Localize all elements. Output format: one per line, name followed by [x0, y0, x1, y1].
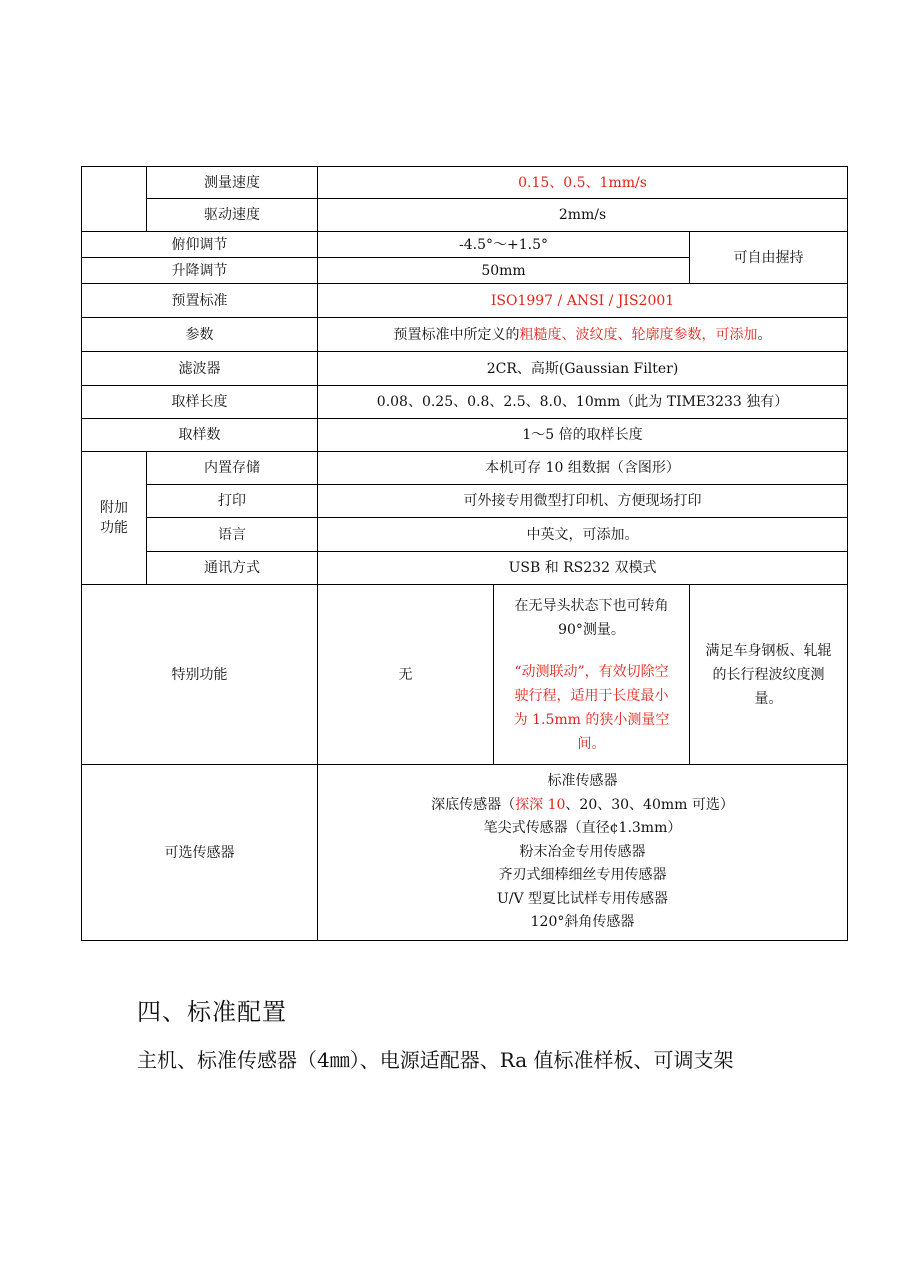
- extra-group-label-line1: 附加: [100, 500, 128, 516]
- table-row: [82, 518, 848, 552]
- special-right-line1: 满足车身钢板、轧辊: [705, 642, 832, 659]
- language-label: 语言: [147, 518, 318, 552]
- table-row: [82, 318, 848, 352]
- table-row: [82, 765, 848, 941]
- lift-label: 升降调节: [82, 258, 318, 284]
- lift-value: 50mm: [318, 258, 690, 284]
- special-right-cell: [690, 585, 848, 765]
- filter-label: 滤波器: [82, 352, 318, 386]
- table-row: [82, 585, 848, 765]
- special-mid-red3: 为 1.5mm 的狭小测量空: [513, 711, 670, 728]
- special-mid-line1: 在无导头状态下也可转角: [514, 597, 669, 614]
- drive-speed-value: 2mm/s: [318, 199, 848, 232]
- sensor-item: 标准传感器: [547, 773, 618, 790]
- table-row: [82, 352, 848, 386]
- storage-label: 内置存储: [147, 452, 318, 485]
- pitch-value: -4.5°～+1.5°: [318, 232, 690, 258]
- sensor-item: 齐刃式细棒细丝专用传感器: [498, 867, 667, 884]
- drive-speed-label: 驱动速度: [147, 199, 318, 232]
- special-mid-red4: 间。: [577, 735, 606, 752]
- spec-table: [81, 166, 848, 941]
- measure-speed-label: 测量速度: [147, 167, 318, 199]
- hold-note: 可自由握持: [690, 232, 848, 284]
- table-row: [82, 386, 848, 419]
- sensor-item-suffix: 、20、30、40mm 可选）: [565, 796, 734, 813]
- params-value-suffix: 。: [757, 326, 772, 343]
- table-row: [82, 419, 848, 452]
- special-right-line3: 量。: [754, 690, 783, 707]
- params-value-red: 粗糙度、波纹度、轮廓度参数，可添加: [519, 326, 758, 343]
- special-mid-red1: “动测联动”，有效切除空: [514, 663, 669, 680]
- table-row: [82, 284, 848, 318]
- language-value: 中英文，可添加。: [318, 518, 848, 552]
- cutoff-value: 0.08、0.25、0.8、2.5、8.0、10mm（此为 TIME3233 独有）: [318, 386, 848, 419]
- table-row: [82, 167, 848, 199]
- table-row: [82, 199, 848, 232]
- special-none: 无: [318, 585, 494, 765]
- sensor-item-red: 探深 10: [515, 796, 566, 813]
- cutoff-label: 取样长度: [82, 386, 318, 419]
- special-right-line2: 的长行程波纹度测: [712, 666, 825, 683]
- table-row: [82, 232, 848, 258]
- print-label: 打印: [147, 485, 318, 518]
- samples-label: 取样数: [82, 419, 318, 452]
- sensor-item: [322, 794, 843, 818]
- sensor-item: 120°斜角传感器: [530, 914, 635, 931]
- samples-value: 1～5 倍的取样长度: [318, 419, 848, 452]
- preset-value: ISO1997 / ANSI / JIS2001: [318, 284, 848, 318]
- comm-value: USB 和 RS232 双模式: [318, 552, 848, 585]
- params-value: [318, 318, 848, 352]
- sensors-label: 可选传感器: [82, 765, 318, 941]
- table-row: [82, 552, 848, 585]
- params-label: 参数: [82, 318, 318, 352]
- preset-label: 预置标准: [82, 284, 318, 318]
- filter-value: 2CR、高斯(Gaussian Filter): [318, 352, 848, 386]
- sensor-item: 粉末冶金专用传感器: [519, 843, 646, 860]
- special-mid-cell: [494, 585, 690, 765]
- pitch-label: 俯仰调节: [82, 232, 318, 258]
- section-body: 主机、标准传感器（4㎜）、电源适配器、Ra 值标准样板、可调支架: [137, 1048, 734, 1072]
- measure-speed-value: 0.15、0.5、1mm/s: [318, 167, 848, 199]
- blank-group-cell: [82, 167, 147, 232]
- table-row: [82, 452, 848, 485]
- comm-label: 通讯方式: [147, 552, 318, 585]
- sensor-item: U/V 型夏比试样专用传感器: [496, 890, 669, 907]
- storage-value: 本机可存 10 组数据（含图形）: [318, 452, 848, 485]
- extra-group-label-line2: 功能: [100, 520, 128, 536]
- special-label: 特别功能: [82, 585, 318, 765]
- extra-group-label: [82, 452, 147, 585]
- sensor-item: 笔尖式传感器（直径¢1.3mm）: [483, 820, 682, 837]
- print-value: 可外接专用微型打印机、方便现场打印: [318, 485, 848, 518]
- params-value-prefix: 预置标准中所定义的: [393, 326, 520, 343]
- special-mid-red2: 驶行程，适用于长度最小: [514, 687, 669, 704]
- sensor-item-prefix: 深底传感器（: [431, 796, 516, 813]
- special-mid-line2: 90°测量。: [558, 621, 625, 638]
- table-row: [82, 485, 848, 518]
- sensors-list: [318, 765, 848, 941]
- section-title: 四、标准配置: [137, 998, 287, 1026]
